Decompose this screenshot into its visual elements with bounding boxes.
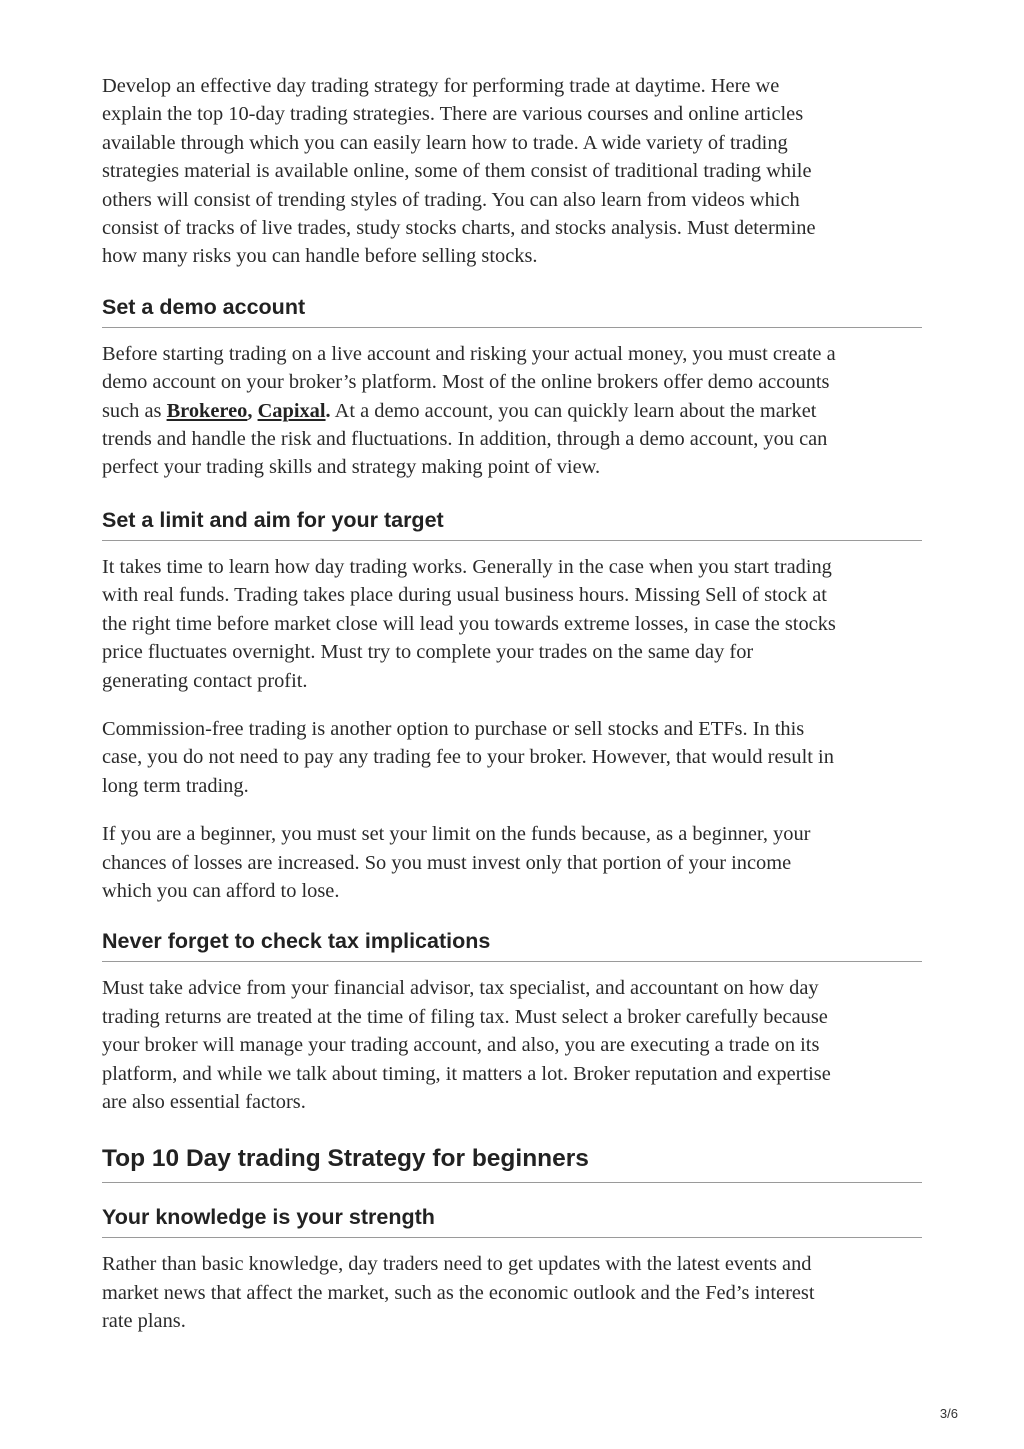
limit-paragraph-3: If you are a beginner, you must set your limit on the funds because, as a beginner, your chances of losses are increased. So you must invest only that portion of your income which you can afford to lose. [102, 823, 811, 902]
page-number: 3/6 [939, 1406, 958, 1421]
demo-text-after: At a demo account, you can quickly learn about the market trends and handle the risk and fluctuations. In addition, through a demo account, you can perfect your trading skills and strategy making point of view. [102, 399, 828, 479]
knowledge-paragraph: Rather than basic knowledge, day traders need to get updates with the latest events and market news that affect the market, such as the economic outlook and the Fed’s interest rate plans. [102, 1253, 815, 1333]
section-heading-top10: Top 10 Day trading Strategy for beginners [102, 1144, 922, 1183]
link-separator: , [247, 399, 258, 422]
section-heading-demo-account: Set a demo account [102, 293, 922, 328]
section-heading-knowledge: Your knowledge is your strength [102, 1203, 922, 1238]
limit-paragraph-2: Commission-free trading is another option to purchase or sell stocks and ETFs. In this case, you do not need to pay any trading fee to your broker. However, that would result in long term trading. [102, 717, 834, 797]
intro-paragraph: Develop an effective day trading strategy for performing trade at daytime. Here we explain the top 10-day trading strategies. There are various courses and online articles available through which you can easily learn how to trade. A wide variety of trading strategies material is available online, some of them consist of traditional trading while others will consist of trending styles of trading. You can also learn from videos which consist of tracks of live trades, study stocks charts, and stocks analysis. Must determine how many risks you can handle before selling stocks. [102, 75, 816, 268]
link-period: . [325, 399, 331, 422]
demo-text-before: Before starting trading on a live account and risking your actual money, you must create a demo account on your broker’s platform. Most of the online brokers offer demo accounts such as [102, 342, 836, 422]
section-heading-set-limit: Set a limit and aim for your target [102, 506, 922, 541]
tax-paragraph: Must take advice from your financial advisor, tax specialist, and accountant on how day trading returns are treated at the time of filing tax. Must select a broker carefully because your broker will manage your trading account, and also, you are executing a trade on its platform, and while we talk about timing, it matters a lot. Broker reputation and expertise are also essential factors. [102, 977, 831, 1113]
section-heading-tax: Never forget to check tax implications [102, 927, 922, 962]
document-page [102, 72, 922, 1356]
brokereo-link[interactable]: Brokereo [166, 399, 248, 422]
capixal-link[interactable]: Capixal [257, 399, 326, 422]
limit-paragraph-1: It takes time to learn how day trading works. Generally in the case when you start trading with real funds. Trading takes place during usual business hours. Missing Sell of stock at the right time before market close will lead you towards extreme losses, in case the stocks price fluctuates overnight. Must try to complete your trades on the same day for generating contact profit. [102, 555, 836, 692]
demo-account-paragraph [102, 340, 922, 482]
